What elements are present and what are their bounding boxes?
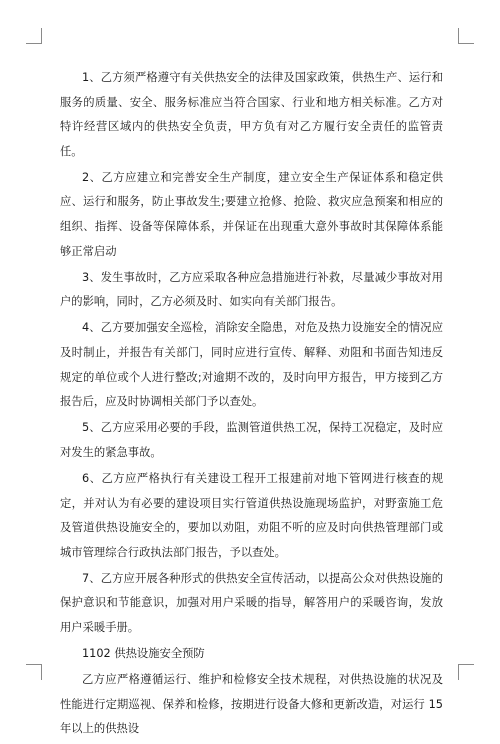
crop-mark-bottom-left-h <box>26 664 42 665</box>
body-text <box>60 66 443 744</box>
crop-mark-bottom-right-v <box>458 664 459 680</box>
paragraph-1: 1、乙方须严格遵守有关供热安全的法律及国家政策，供热生产、运行和服务的质量、安全、服务标准应当符合国家、行业和地方相关标准。乙方对特许经营区域内的供热安全负责，甲方负有对乙方履行安全责任的监管责任。 <box>60 71 443 158</box>
crop-mark-top-right-v <box>458 28 459 44</box>
crop-mark-top-right-h <box>458 43 474 44</box>
paragraph-7: 7、乙方应开展各种形式的供热安全宣传活动，以提高公众对供热设施的保护意识和节能意识，加强对用户采暖的指导，解答用户的采暖咨询，发放用户采暖手册。 <box>60 571 443 635</box>
paragraph-3: 3、发生事故时，乙方应采取各种应急措施进行补救，尽量减少事故对用户的影响，同时，乙方必须及时、如实向有关部门报告。 <box>60 270 443 309</box>
paragraph-2: 2、乙方应建立和完善安全生产制度，建立安全生产保证体系和稳定供应、运行和服务，防止事故发生;要建立抢修、抢险、救灾应急预案和相应的组织、指挥、设备等保障体系，并保证在出现重大意外事故时其保障体系能够正常启动 <box>60 170 443 258</box>
paragraph-5: 5、乙方应采用必要的手段，监测管道供热工况，保持工况稳定，及时应对发生的紧急事故。 <box>60 421 443 459</box>
crop-mark-bottom-right-h <box>458 664 474 665</box>
paragraph-4: 4、乙方要加强安全巡检，消除安全隐患，对危及热力设施安全的情况应及时制止，并报告有关部门，同时应进行宣传、解释、劝阻和书面告知违反规定的单位或个人进行整改;对逾期不改的，及时向甲方报告，甲方接到乙方报告后，应及时协调相关部门予以查处。 <box>60 321 443 409</box>
paragraph-6: 6、乙方应严格执行有关建设工程开工报建前对地下管网进行核查的规定，并对认为有必要的建设项目实行管道供热设施现场监护，对野蛮施工危及管道供热设施安全的，要加以劝阻，劝阻不听的应及时向供热管理部门或城市管理综合行政执法部门报告，予以查处。 <box>60 472 443 559</box>
crop-mark-top-left-v <box>41 28 42 44</box>
crop-mark-top-left-h <box>26 43 42 44</box>
paragraph-8: 乙方应严格遵循运行、维护和检修安全技术规程，对供热设施的状况及性能进行定期巡视、保养和检修，按期进行设备大修和更新改造，对运行 15 年以上的供热设 <box>60 673 443 736</box>
section-heading: 1102 供热设施安全预防 <box>82 647 205 661</box>
crop-mark-bottom-left-v <box>41 664 42 680</box>
